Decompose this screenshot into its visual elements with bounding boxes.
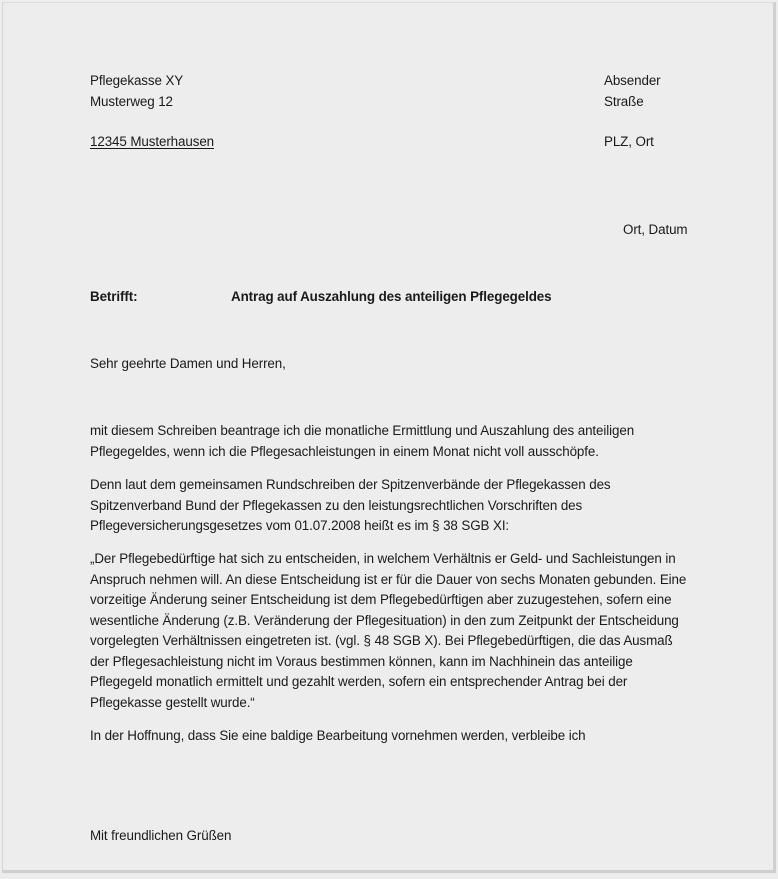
subject-label: Betrifft: <box>90 289 138 304</box>
sender-name: Absender <box>604 73 661 88</box>
subject-text: Antrag auf Auszahlung des anteiligen Pflegegeldes <box>231 289 552 304</box>
paragraph-line: In der Hoffnung, dass Sie eine baldige Bearbeitung vornehmen werden, verbleibe ich <box>90 728 586 743</box>
paragraph-line: Denn laut dem gemeinsamen Rundschreiben der Spitzenverbände der Pflegekassen des <box>90 477 611 492</box>
sender-street: Straße <box>604 94 644 109</box>
recipient-name: Pflegekasse XY <box>90 73 184 88</box>
quote-line: wesentliche Änderung (z.B. Veränderung der Pflegesituation) in den zum Zeitpunkt der Entscheidung <box>90 612 679 628</box>
quote-line: vorzeitige Änderung seiner Entscheidung ist dem Pflegebedürftigen aber zuzugestehen, sofern eine <box>90 592 672 607</box>
quote-line: vorgelegten Verhältnissen eingetreten ist. (vgl. § 48 SGB X). Bei Pflegebedürftigen, die das Ausmaß <box>90 633 673 648</box>
quote-line: „Der Pflegebedürftige hat sich zu entscheiden, in welchem Verhältnis er Geld- und Sachleistungen in <box>90 551 676 566</box>
paragraph-legal-basis <box>90 475 710 537</box>
quote-line: Pflegekasse gestellt wurde.“ <box>90 694 255 710</box>
salutation: Sehr geehrte Damen und Herren, <box>90 356 286 371</box>
paragraph-line: Spitzenverband Bund der Pflegekassen zu den leistungsrechtlichen Vorschriften des <box>90 497 583 513</box>
paragraph-line: Pflegeversicherungsgesetzes vom 01.07.2008 heißt es im § 38 SGB XI: <box>90 518 510 533</box>
recipient-street: Musterweg 12 <box>90 94 173 109</box>
recipient-city: 12345 Musterhausen <box>90 134 215 149</box>
paragraph-line: Pflegegeldes, wenn ich die Pflegesachleistungen in einem Monat nicht voll ausschöpfe. <box>90 443 599 459</box>
paragraph-closing-remark <box>90 726 710 747</box>
sender-city: PLZ, Ort <box>604 134 654 149</box>
letter-page <box>2 2 776 873</box>
paragraph-request <box>90 421 710 462</box>
quote-line: Anspruch nehmen will. An diese Entscheidung ist er für die Dauer von sechs Monaten gebunden. Eine <box>90 571 687 587</box>
quote-line: der Pflegesachleistung nicht im Voraus bestimmen können, kann im Nachhinein das anteilige <box>90 653 633 669</box>
quote-line: Pflegegeld monatlich ermittelt und gezahlt werden, sofern ein entsprechender Antrag bei der <box>90 674 628 689</box>
watermark: ···· <box>41 829 51 836</box>
closing: Mit freundlichen Grüßen <box>90 828 232 843</box>
paragraph-quote <box>90 549 710 713</box>
date-line: Ort, Datum <box>623 222 688 237</box>
paragraph-line: mit diesem Schreiben beantrage ich die monatliche Ermittlung und Auszahlung des anteiligen <box>90 423 635 438</box>
